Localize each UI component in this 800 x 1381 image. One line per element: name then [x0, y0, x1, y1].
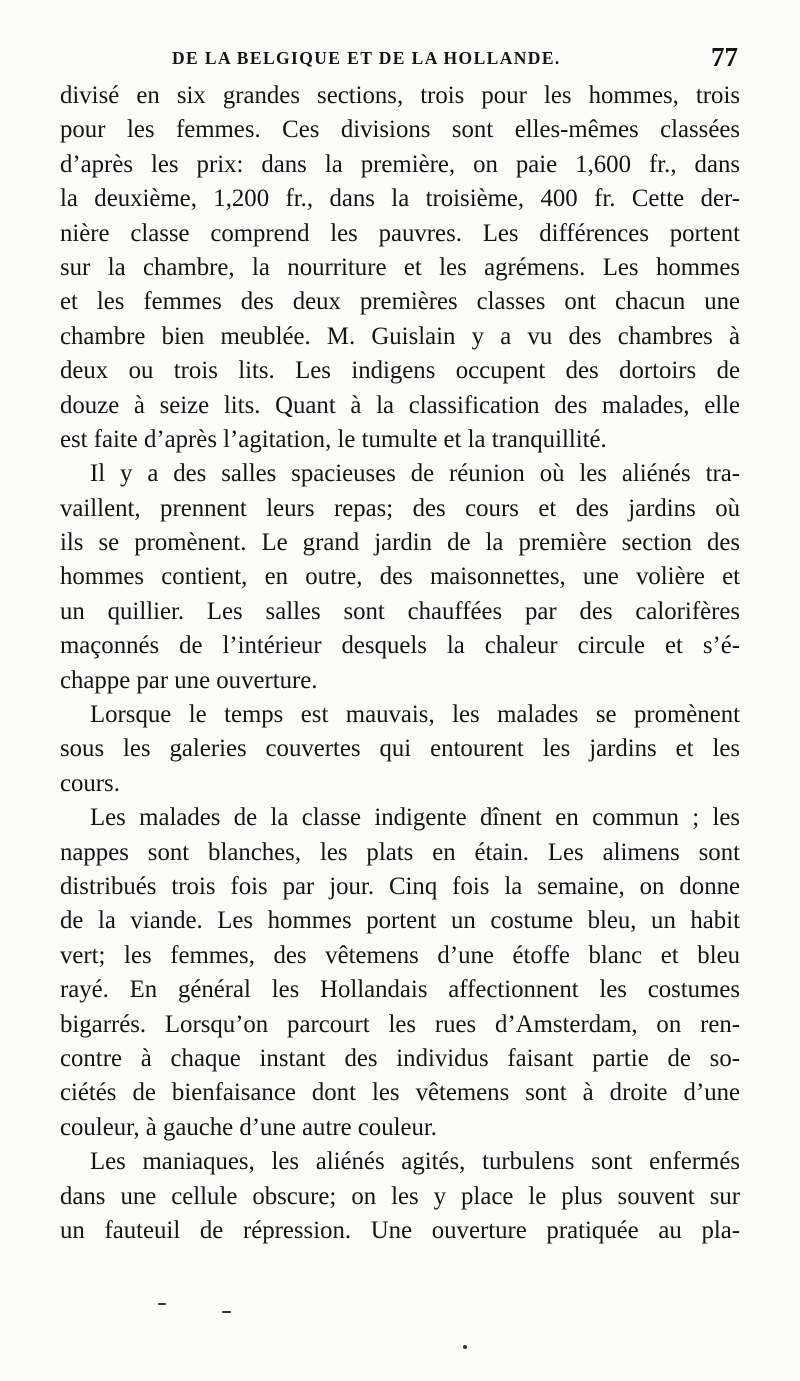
text-line: nappes sont blanches, les plats en étain. Les alimens sont — [60, 838, 740, 866]
text-line: maçonnés de l’intérieur desquels la chaleur circule et s’é- — [60, 632, 740, 660]
text-line: ciétés de bienfaisance dont les vêtemens sont à droite d’une — [60, 1079, 740, 1107]
text-line: la deuxième, 1,200 fr., dans la troisième, 400 fr. Cette der- — [60, 185, 740, 213]
body-text — [60, 79, 740, 1248]
text-line: chambre bien meublée. M. Guislain y a vu des chambres à — [60, 322, 740, 350]
text-line: Lorsque le temps est mauvais, les malades se promènent — [90, 701, 740, 729]
page-number: 77 — [711, 42, 738, 72]
text-line: vert; les femmes, des vêtemens d’une étoffe blanc et bleu — [60, 941, 740, 969]
text-line: couleur, à gauche d’une autre couleur. — [60, 1113, 437, 1141]
text-line: et les femmes des deux premières classes ont chacun une — [60, 288, 740, 316]
text-line: sous les galeries couvertes qui entourent les jardins et les — [60, 735, 740, 763]
text-line: nière classe comprend les pauvres. Les différences portent — [60, 219, 740, 247]
text-line: ils se promènent. Le grand jardin de la première section des — [60, 529, 740, 557]
text-line: un fauteuil de répression. Une ouverture pratiquée au pla- — [60, 1216, 740, 1244]
ink-speck — [222, 1311, 231, 1313]
text-line: sur la chambre, la nourriture et les agrémens. Les hommes — [60, 253, 740, 281]
text-line: douze à seize lits. Quant à la classification des malades, elle — [60, 391, 740, 419]
text-line: divisé en six grandes sections, trois pour les hommes, trois — [60, 82, 740, 109]
text-line: distribués trois fois par jour. Cinq fois la semaine, on donne — [60, 872, 740, 900]
text-line: dans une cellule obscure; on les y place le plus souvent sur — [60, 1182, 740, 1210]
text-line: d’après les prix: dans la première, on paie 1,600 fr., dans — [60, 150, 740, 178]
text-line: est faite d’après l’agitation, le tumulte et la tranquillité. — [60, 425, 607, 453]
ink-speck — [158, 1303, 166, 1305]
text-line: hommes contient, en outre, des maisonnettes, une volière et — [60, 563, 740, 591]
text-line: vaillent, prennent leurs repas; des cours et des jardins où — [60, 494, 740, 522]
running-title: DE LA BELGIQUE ET DE LA HOLLANDE. — [172, 48, 561, 68]
ink-speck — [463, 1345, 467, 1349]
text-line: de la viande. Les hommes portent un costume bleu, un habit — [60, 907, 740, 935]
text-line: deux ou trois lits. Les indigens occupent des dortoirs de — [60, 357, 740, 385]
text-line: chappe par une ouverture. — [60, 666, 318, 694]
text-line: bigarrés. Lorsqu’on parcourt les rues d’Amsterdam, on ren- — [60, 1010, 740, 1038]
running-head — [60, 42, 738, 76]
text-line: Les maniaques, les aliénés agités, turbulens sont enfermés — [90, 1148, 740, 1176]
text-line: rayé. En général les Hollandais affectionnent les costumes — [60, 976, 740, 1004]
text-line: un quillier. Les salles sont chauffées par des calorifères — [60, 597, 740, 625]
text-line: pour les femmes. Ces divisions sont elles-mêmes classées — [60, 116, 740, 144]
text-line: Les malades de la classe indigente dînent en commun ; les — [90, 804, 740, 832]
text-line: cours. — [60, 769, 120, 797]
text-line: Il y a des salles spacieuses de réunion où les aliénés tra- — [90, 460, 740, 488]
text-line: contre à chaque instant des individus faisant partie de so- — [60, 1044, 740, 1072]
